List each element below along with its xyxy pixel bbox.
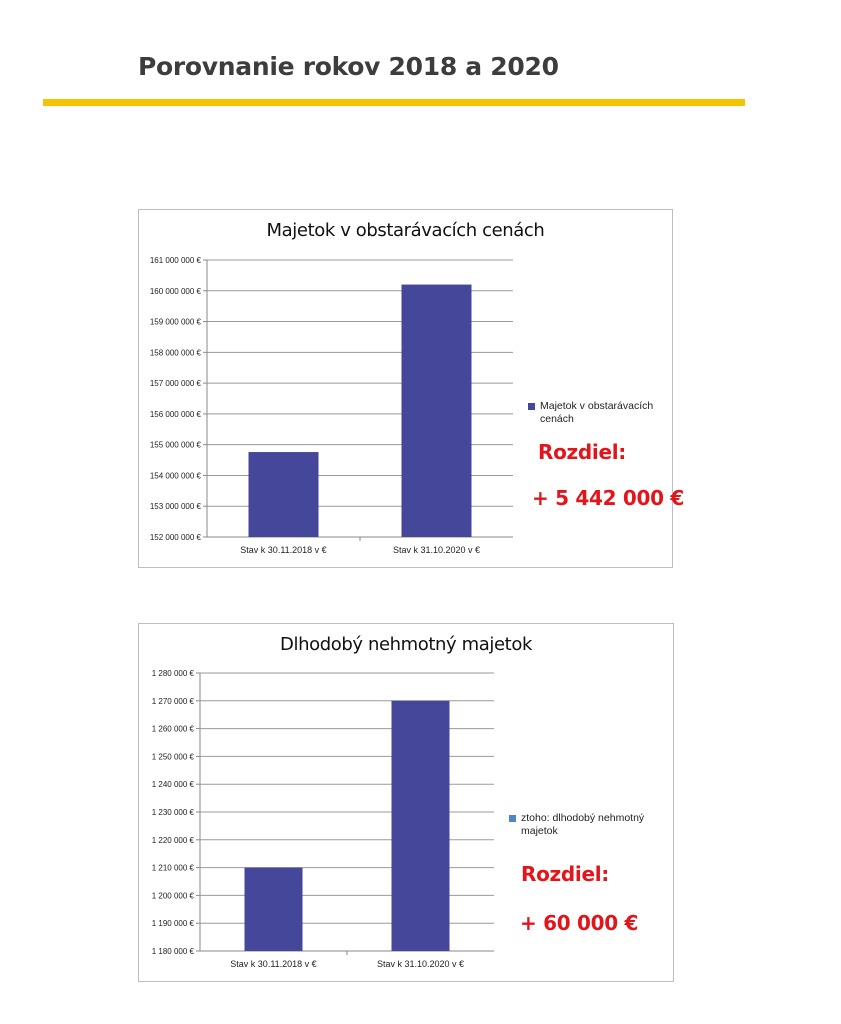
chart-legend (509, 812, 649, 838)
y-tick-label: 1 200 000 € (151, 891, 194, 901)
x-category-label: Stav k 31.10.2020 v € (392, 545, 481, 555)
legend-swatch (528, 403, 535, 410)
difference-value: + 60 000 € (520, 911, 639, 935)
x-category-label: Stav k 31.10.2020 v € (376, 959, 465, 969)
y-tick-label: 153 000 000 € (149, 502, 201, 512)
difference-label: Rozdiel: (521, 862, 609, 886)
y-tick-label: 158 000 000 € (149, 348, 201, 358)
plot-area (150, 256, 513, 555)
y-tick-label: 161 000 000 € (149, 256, 201, 265)
chart-title: Dlhodobý nehmotný majetok (280, 634, 532, 655)
y-tick-label: 1 180 000 € (151, 947, 194, 956)
y-tick-label: 1 260 000 € (151, 724, 194, 734)
legend-label: Majetok v obstarávacích cenách (540, 400, 654, 425)
x-category-label: Stav k 30.11.2018 v € (230, 959, 317, 969)
y-tick-label: 159 000 000 € (149, 317, 201, 327)
chart-title: Majetok v obstarávacích cenách (266, 220, 545, 241)
y-tick-label: 157 000 000 € (149, 379, 201, 389)
difference-label: Rozdiel: (538, 440, 626, 464)
y-tick-label: 1 210 000 € (151, 863, 194, 873)
chart-panel-intangible-assets (138, 623, 674, 982)
page-title: Porovnanie rokov 2018 a 2020 (138, 52, 559, 81)
y-tick-label: 1 220 000 € (151, 835, 194, 845)
x-category-label: Stav k 30.11.2018 v € (240, 545, 327, 555)
bar-2 (402, 285, 472, 537)
plot-area (152, 669, 494, 969)
y-tick-label: 160 000 000 € (149, 286, 201, 296)
difference-value: + 5 442 000 € (532, 486, 685, 510)
chart-panel-assets-acquisition-cost (138, 209, 685, 568)
bar-1 (245, 868, 303, 951)
y-tick-label: 1 280 000 € (151, 669, 194, 678)
y-tick-label: 1 240 000 € (151, 780, 194, 790)
legend-label: ztoho: dlhodobý nehmotný majetok (521, 812, 645, 837)
legend-swatch (509, 815, 516, 822)
y-tick-label: 156 000 000 € (149, 409, 201, 419)
y-tick-label: 155 000 000 € (149, 440, 201, 450)
y-tick-label: 1 190 000 € (151, 919, 194, 929)
y-tick-label: 1 250 000 € (151, 752, 194, 762)
title-underline (43, 99, 745, 106)
bar-chart-assets-acquisition-cost (139, 210, 672, 567)
bar-2 (392, 701, 450, 951)
y-tick-label: 152 000 000 € (149, 533, 201, 542)
chart-legend (528, 400, 668, 426)
bar-1 (249, 452, 319, 537)
y-tick-label: 1 270 000 € (151, 696, 194, 706)
y-tick-label: 1 230 000 € (151, 808, 194, 817)
y-tick-label: 154 000 000 € (149, 471, 201, 481)
